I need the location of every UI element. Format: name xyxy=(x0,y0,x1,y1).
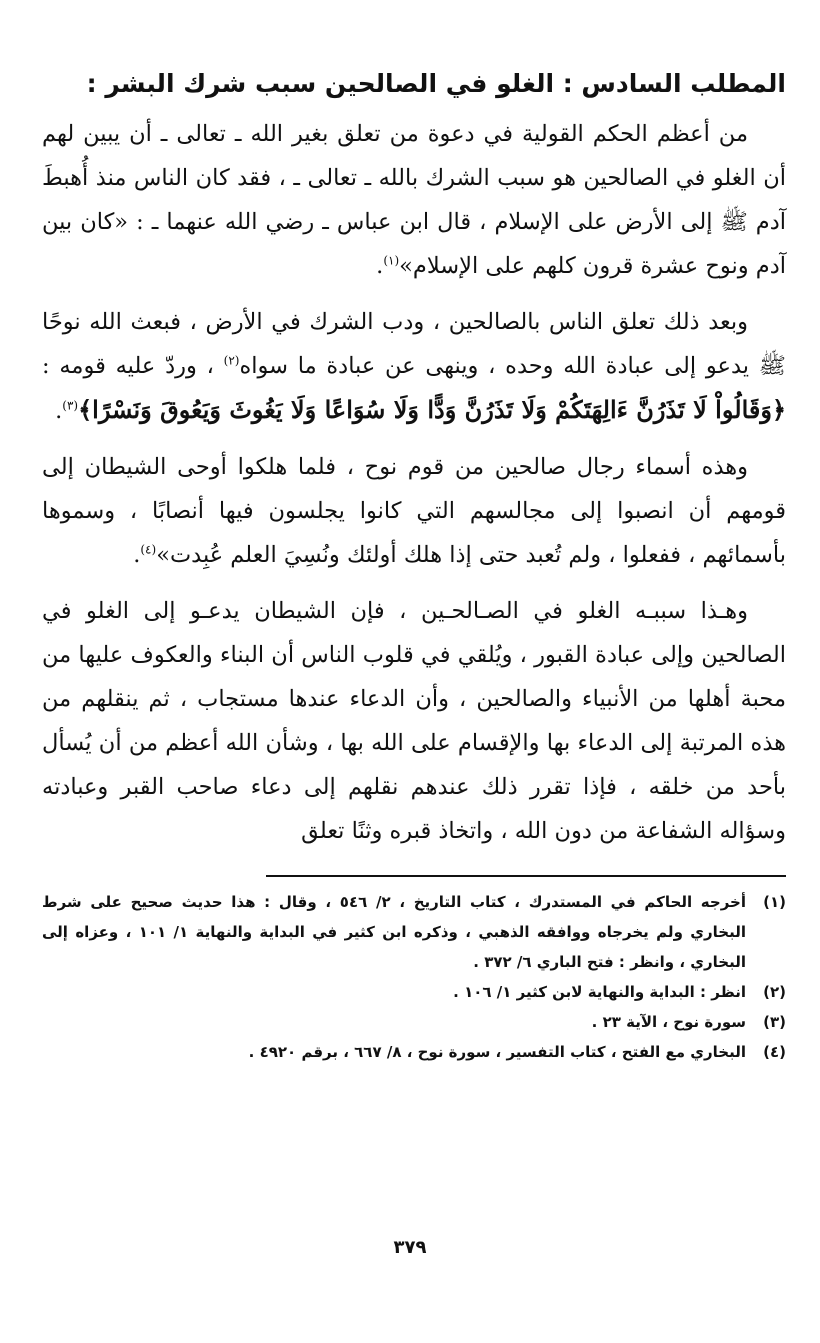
footnote-number: (٢) xyxy=(763,983,786,1001)
page-number: ٣٧٩ xyxy=(393,1237,427,1258)
footnote-number: (١) xyxy=(763,893,786,911)
paragraph-4-text: وهـذا سببـه الغلو في الصـالحـين ، فإن الشيطان يدعـو إلى الغلو في الصالحين وإلى عبادة القبور ، ويُلقي في قلوب الناس أن البناء والعكوف عليها من محبة أهلها من الأنبياء والصالحين ، وأن الدعاء عندها مستجاب ، ثم ينقلهم من هذه المرتبة إلى الدعاء بها والإقسام على الله بها ، وشأن الله أعظم من أن يُسأل بأحد من خلقه ، فإذا تقرر ذلك عندهم نقلهم إلى دعاء صاحب القبر وعبادته وسؤاله الشفاعة من دون الله ، واتخاذ قبره وثنًا تعلق xyxy=(42,598,786,844)
footnote-text: أخرجه الحاكم في المستدرك ، كتاب التاريخ ، ٢/ ٥٤٦ ، وقال : هذا حديث صحيح على شرط البخاري ولم يخرجاه ووافقه الذهبي ، وذكره ابن كثير في البداية والنهاية ١/ ١٠١ ، وعزاه إلى البخاري ، وانظر : فتح الباري ٦/ ٣٧٢ . xyxy=(42,893,746,971)
paragraph-3-end: . xyxy=(133,542,141,568)
footnote-divider xyxy=(266,875,786,877)
footnote-3 xyxy=(42,1007,786,1037)
footnote-text: انظر : البداية والنهاية لابن كثير ١/ ١٠٦ . xyxy=(453,983,746,1001)
paragraph-2-end: . xyxy=(55,398,63,424)
paragraph-2 xyxy=(42,300,786,433)
paragraph-1 xyxy=(42,112,786,288)
paragraph-2-mid: ، وردّ عليه قومه : xyxy=(42,353,214,379)
paragraph-2-text: وبعد ذلك تعلق الناس بالصالحين ، ودب الشرك في الأرض ، فبعث الله نوحًا ﷺ يدعو إلى عبادة الله وحده ، وينهى عن عبادة ما سواه xyxy=(42,309,786,379)
footnote-ref-3: (٣) xyxy=(62,398,79,413)
book-page xyxy=(42,62,786,1343)
paragraph-3 xyxy=(42,445,786,577)
paragraph-1-text: من أعظم الحكم القولية في دعوة من تعلق بغير الله ـ تعالى ـ أن يبين لهم أن الغلو في الصالحين هو سبب الشرك بالله ـ تعالى ـ ، فقد كان الناس منذ أُهبطَ آدم ﷺ إلى الأرض على الإسلام ، قال ابن عباس ـ رضي الله عنهما ـ : «كان بين آدم ونوح عشرة قرون كلهم على الإسلام» xyxy=(42,121,786,279)
paragraph-3-text: وهذه أسماء رجال صالحين من قوم نوح ، فلما هلكوا أوحى الشيطان إلى قومهم أن انصبوا إلى مجالسهم التي كانوا يجلسون فيها أنصابًا ، وسموها بأسمائهم ، ففعلوا ، ولم تُعبد حتى إذا هلك أولئك ونُسِيَ العلم عُبِدت» xyxy=(42,454,786,568)
paragraph-4 xyxy=(42,589,786,853)
footnote-text: البخاري مع الفتح ، كتاب التفسير ، سورة نوح ، ٨/ ٦٦٧ ، برقم ٤٩٢٠ . xyxy=(248,1043,746,1061)
footnote-ref-2: (٢) xyxy=(223,353,240,368)
footnote-number: (٤) xyxy=(763,1043,786,1061)
footnotes xyxy=(42,887,786,1067)
footnote-text: سورة نوح ، الآية ٢٣ . xyxy=(591,1013,746,1031)
footnote-number: (٣) xyxy=(763,1013,786,1031)
paragraph-1-end: . xyxy=(376,253,384,279)
quran-verse: ﴿وَقَالُواْ لَا تَذَرُنَّ ءَالِهَتَكُمْ وَلَا تَذَرُنَّ وَدًّا وَلَا سُوَاعًا وَلَا يَغُوثَ وَيَعُوقَ وَنَسْرًا﴾ xyxy=(78,395,786,424)
section-title: المطلب السادس : الغلو في الصالحين سبب شرك البشر : xyxy=(86,69,786,98)
footnote-4 xyxy=(42,1037,786,1067)
footnote-ref-1: (١) xyxy=(383,253,400,268)
footnote-1 xyxy=(42,887,786,977)
footnote-2 xyxy=(42,977,786,1007)
footnote-ref-4: (٤) xyxy=(140,542,157,557)
